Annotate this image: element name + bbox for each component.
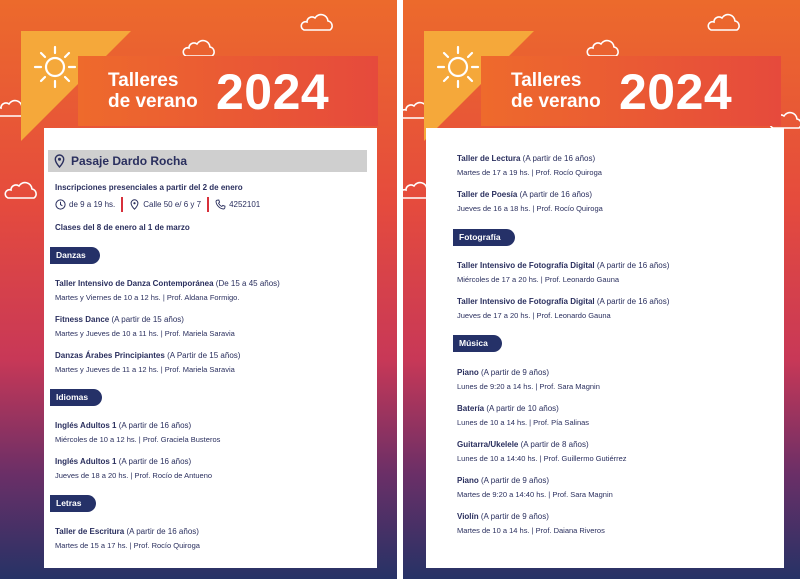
section-pill-idiomas: Idiomas xyxy=(50,389,102,406)
cloud-icon xyxy=(182,38,216,58)
sun-icon xyxy=(33,45,77,89)
course-detail: Martes de 17 a 19 hs. | Prof. Rocío Quiroga xyxy=(457,168,602,177)
section-pill-danzas: Danzas xyxy=(50,247,100,264)
course-title: Guitarra/Ukelele (A partir de 8 años) xyxy=(457,440,589,449)
course-detail: Miércoles de 10 a 12 hs. | Prof. Graciela Busteros xyxy=(55,435,221,444)
course-detail: Martes de 15 a 17 hs. | Prof. Rocío Quiroga xyxy=(55,541,200,550)
section-pill-musica: Música xyxy=(453,335,502,352)
title-line2: de verano xyxy=(108,91,198,112)
separator xyxy=(121,197,123,212)
section-pill-letras: Letras xyxy=(50,495,96,512)
course-detail: Lunes de 10 a 14:40 hs. | Prof. Guillermo Gutiérrez xyxy=(457,454,627,463)
map-pin-icon xyxy=(129,199,140,210)
phone-icon xyxy=(215,199,226,210)
schedule-card xyxy=(426,128,784,568)
course-title: Taller Intensivo de Danza Contemporánea (De 15 a 45 años) xyxy=(55,279,280,288)
course-detail: Martes y Jueves de 11 a 12 hs. | Prof. Mariela Saravia xyxy=(55,365,235,374)
header-year: 2024 xyxy=(619,64,733,120)
info-row xyxy=(55,197,260,212)
section-pill-fotografia: Fotografía xyxy=(453,229,515,246)
course-detail: Martes de 9:20 a 14:40 hs. | Prof. Sara Magnin xyxy=(457,490,613,499)
course-detail: Martes y Viernes de 10 a 12 hs. | Prof. Aldana Formigo. xyxy=(55,293,240,302)
course-title: Taller de Escritura (A partir de 16 años) xyxy=(55,527,199,536)
location-name: Pasaje Dardo Rocha xyxy=(71,154,188,168)
course-detail: Jueves de 17 a 20 hs. | Prof. Leonardo Gauna xyxy=(457,311,611,320)
header-title xyxy=(511,70,601,112)
course-title: Taller Intensivo de Fotografía Digital (A partir de 16 años) xyxy=(457,261,670,270)
classes-dates: Clases del 8 de enero al 1 de marzo xyxy=(55,223,190,232)
course-title: Fitness Dance (A partir de 15 años) xyxy=(55,315,184,324)
cloud-icon xyxy=(4,180,38,200)
course-title: Violín (A partir de 9 años) xyxy=(457,512,549,521)
course-detail: Miércoles de 17 a 20 hs. | Prof. Leonardo Gauna xyxy=(457,275,620,284)
sun-icon xyxy=(436,45,480,89)
course-title: Taller de Poesía (A partir de 16 años) xyxy=(457,190,593,199)
cloud-icon xyxy=(707,12,741,32)
course-detail: Jueves de 18 a 20 hs. | Prof. Rocío de Antueno xyxy=(55,471,213,480)
course-title: Danzas Árabes Principiantes (A Partir de 15 años) xyxy=(55,351,241,360)
schedule-card xyxy=(44,128,377,568)
course-detail: Lunes de 9:20 a 14 hs. | Prof. Sara Magnin xyxy=(457,382,600,391)
course-title: Taller de Lectura (A partir de 16 años) xyxy=(457,154,596,163)
course-title: Batería (A partir de 10 años) xyxy=(457,404,559,413)
cloud-icon xyxy=(586,38,620,58)
course-title: Piano (A partir de 9 años) xyxy=(457,476,550,485)
course-title: Piano (A partir de 9 años) xyxy=(457,368,550,377)
hours-text: de 9 a 19 hs. xyxy=(69,200,116,209)
course-detail: Martes de 10 a 14 hs. | Prof. Daiana Riveros xyxy=(457,526,605,535)
address-text: Calle 50 e/ 6 y 7 xyxy=(143,200,202,209)
course-title: Taller Intensivo de Fotografía Digital (A partir de 16 años) xyxy=(457,297,670,306)
phone-text: 4252101 xyxy=(229,200,261,209)
title-line1: Talleres xyxy=(511,70,582,91)
title-line2: de verano xyxy=(511,91,601,112)
location-bar xyxy=(48,150,367,172)
course-title: Inglés Adultos 1 (A partir de 16 años) xyxy=(55,421,192,430)
inscriptions-text: Inscripciones presenciales a partir del 2 de enero xyxy=(55,183,243,192)
course-detail: Martes y Jueves de 10 a 11 hs. | Prof. Mariela Saravia xyxy=(55,329,235,338)
course-detail: Jueves de 16 a 18 hs. | Prof. Rocío Quiroga xyxy=(457,204,603,213)
course-title: Inglés Adultos 1 (A partir de 16 años) xyxy=(55,457,192,466)
clock-icon xyxy=(55,199,66,210)
separator xyxy=(207,197,209,212)
title-line1: Talleres xyxy=(108,70,179,91)
right-poster xyxy=(403,0,800,579)
left-poster xyxy=(0,0,397,579)
header-title xyxy=(108,70,198,112)
header-year: 2024 xyxy=(216,64,330,120)
cloud-icon xyxy=(300,12,334,32)
course-detail: Lunes de 10 a 14 hs. | Prof. Pía Salinas xyxy=(457,418,590,427)
map-pin-icon xyxy=(54,154,65,168)
